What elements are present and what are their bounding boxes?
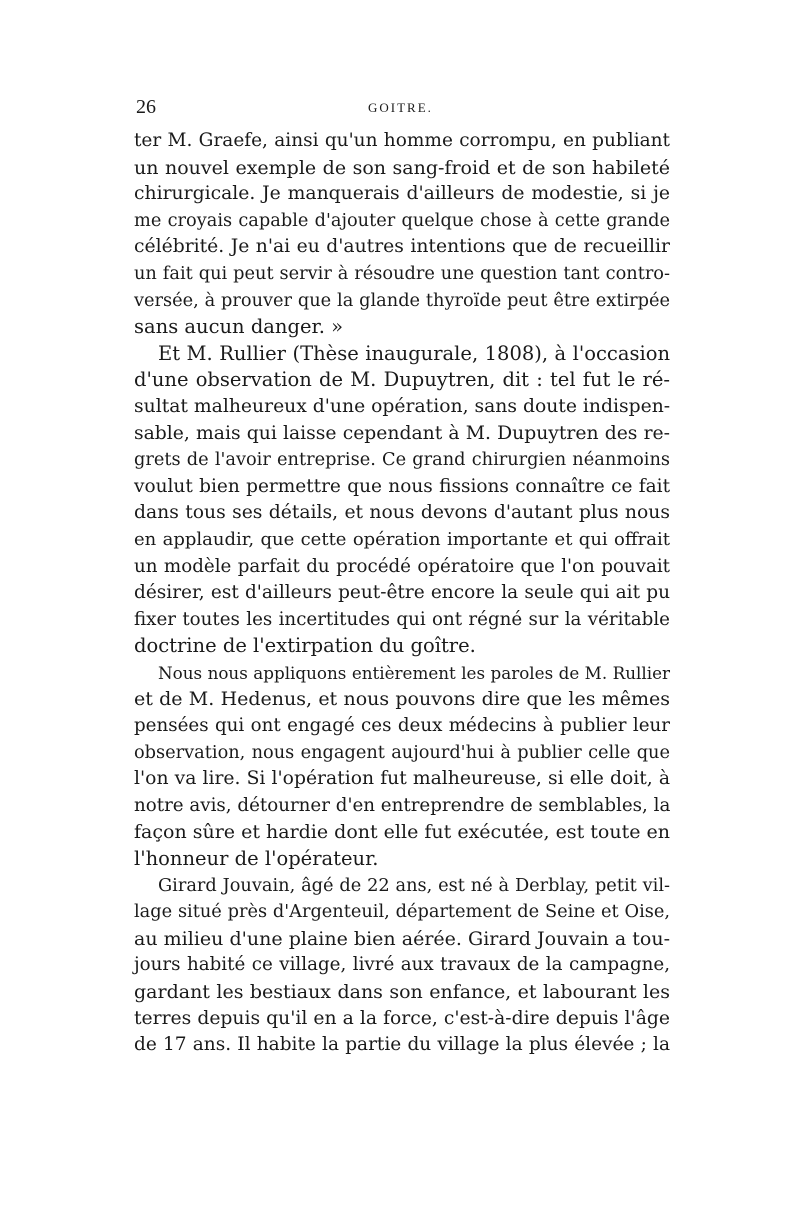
text-line: l'on va lire. Si l'opération fut malheureuse, si elle doit, à [134, 768, 670, 790]
text-line: un nouvel exemple de son sang-froid et de son habileté [134, 156, 670, 179]
text-line: versée, à prouver que la glande thyroïde peut être extirpée [134, 290, 670, 311]
text-line: fixer toutes les incertitudes qui ont régné sur la véritable [134, 608, 670, 630]
text-line: sultat malheureux d'une opération, sans doute indispen- [134, 395, 671, 417]
text-line: Et M. Rullier (Thèse inaugurale, 1808), à l'occasion [158, 341, 670, 365]
page-header [136, 96, 668, 120]
text-line: doctrine de l'extirpation du goître. [134, 634, 476, 658]
text-line: Nous nous appliquons entièrement les paroles de M. Rullier [158, 662, 670, 683]
text-line: au milieu d'une plaine bien aérée. Girard Jouvain a tou- [134, 927, 670, 950]
text-line: jours habité ce village, livré aux travaux de la campagne, [134, 954, 670, 976]
text-line: sans aucun danger. » [134, 315, 344, 339]
text-line: voulut bien permettre que nous fissions connaître ce fait [134, 475, 670, 497]
text-line: Girard Jouvain, âgé de 22 ans, est né à Derblay, petit vil- [158, 875, 670, 896]
running-head: GOITRE. [368, 100, 433, 115]
text-line: observation, nous engagent aujourd'hui à publier celle que [134, 742, 670, 763]
text-line: en applaudir, que cette opération importante et qui offrait [134, 528, 670, 550]
text-line: lage situé près d'Argenteuil, département de Seine et Oise, [134, 902, 670, 923]
text-line: grets de l'avoir entreprise. Ce grand chirurgien néanmoins [134, 450, 670, 471]
text-line: me croyais capable d'ajouter quelque chose à cette grande [134, 210, 670, 231]
text-line: chirurgicale. Je manquerais d'ailleurs de modestie, si je [134, 183, 670, 205]
text-line: un fait qui peut servir à résoudre une question tant contro- [134, 263, 670, 284]
text-line: un modèle parfait du procédé opératoire que l'on pouvait [134, 555, 670, 577]
text-line: façon sûre et hardie dont elle fut exécutée, est toute en [134, 821, 670, 844]
text-line: de 17 ans. Il habite la partie du village la plus élevée ; la [134, 1034, 670, 1056]
text-line: notre avis, détourner d'en entreprendre de semblables, la [134, 794, 671, 816]
page-number: 26 [136, 96, 156, 118]
text-line: l'honneur de l'opérateur. [134, 847, 379, 871]
text-line: terres depuis qu'il en a la force, c'est-à-dire depuis l'âge [134, 1007, 670, 1029]
text-line: d'une observation de M. Dupuytren, dit : tel fut le ré- [134, 368, 670, 392]
text-line: pensées qui ont engagé ces deux médecins à publier leur [134, 715, 670, 737]
text-line: célébrité. Je n'ai eu d'autres intentions que de recueillir [134, 236, 670, 258]
text-line: et de M. Hedenus, et nous pouvons dire que les mêmes [134, 688, 670, 711]
text-line: dans tous ses détails, et nous devons d'autant plus nous [134, 502, 670, 524]
text-line: sable, mais qui laisse cependant à M. Dupuytren des re- [134, 422, 670, 444]
text-line: désirer, est d'ailleurs peut-être encore la seule qui ait pu [134, 582, 670, 604]
text-line: gardant les bestiaux dans son enfance, et labourant les [134, 981, 670, 1003]
body-text [134, 128, 670, 1059]
text-line: ter M. Graefe, ainsi qu'un homme corrompu, en publiant [134, 130, 670, 151]
